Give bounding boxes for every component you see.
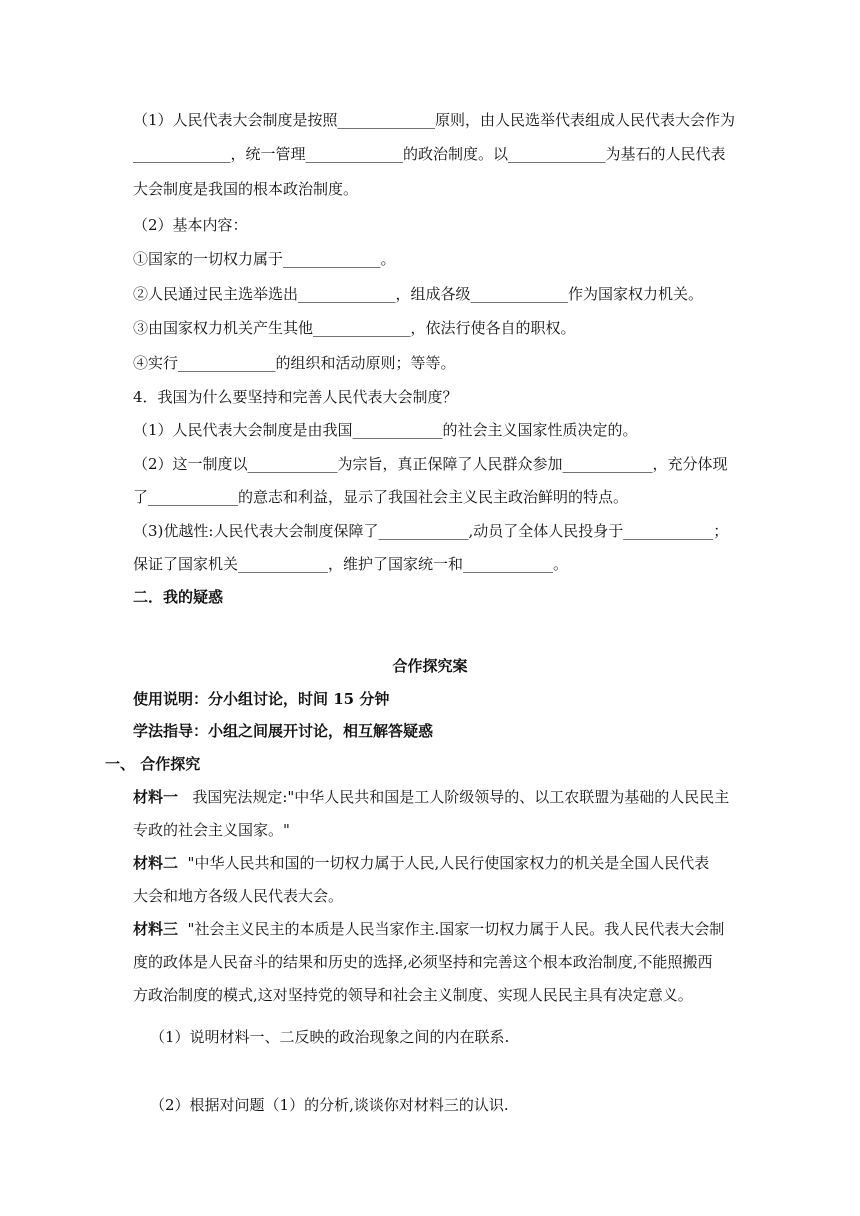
material2-text1: "中华人民共和国的一切权力属于人民,人民行使国家权力的机关是全国人民代表 [178,854,710,872]
usage-instructions: 使用说明：分小组讨论，时间 15 分钟 [133,690,390,708]
q3-1-line3: 大会制度是我国的根本政治制度。 [133,180,359,198]
q4-p1: （1）人民代表大会制度是由我国____________的社会主义国家性质决定的。 [133,421,638,439]
q4-p2-line1: （2）这一制度以____________为宗旨，真正保障了人民群众参加____________，充分体现 [133,455,728,473]
material3-line1 [133,919,743,939]
q3-1-line1: （1）人民代表大会制度是按照_____________原则，由人民选举代表组成人民代表大会作为 [133,111,736,129]
material2-label: 材料二 [133,854,179,872]
q4-p3-line2: 保证了国家机关____________，维护了国家统一和____________。 [133,555,569,573]
material1-label: 材料一 [133,788,179,806]
q4-p2-line2: 了____________的意志和利益，显示了我国社会主义民主政治鲜明的特点。 [133,488,629,506]
material1-line1 [133,787,743,807]
q4-p3-line1: （3)优越性:人民代表大会制度保障了____________,动员了全体人民投身于____________； [133,522,729,540]
material3-text1: "社会主义民主的本质是人民当家作主.国家一切权力属于人民。我人民代表大会制 [178,920,725,938]
part-heading: 一、 合作探究 [105,755,201,773]
material1-line2: 专政的社会主义国家。" [133,821,290,839]
question-2: （2）根据对问题（1）的分析,谈谈你对材料三的认识. [150,1096,509,1114]
q3-2-item2: ②人民通过民主选举选出_____________，组成各级_____________作为国家权力机关。 [133,285,704,303]
material2-line1 [133,853,743,873]
q3-1-line2: _____________，统一管理_____________的政治制度。以_____________为基石的人民代表 [133,145,726,163]
material1-text1: 我国宪法规定:"中华人民共和国是工人阶级领导的、以工农联盟为基础的人民民主 [178,788,730,806]
material2-line2: 大会和地方各级人民代表大会。 [133,887,344,905]
doubts-heading: 二．我的疑惑 [133,588,224,606]
q3-2-heading: （2）基本内容： [133,216,248,234]
q3-2-item4: ④实行_____________的组织和活动原则；等等。 [133,354,456,372]
q3-2-item3: ③由国家权力机关产生其他_____________，依法行使各自的职权。 [133,319,576,337]
q3-2-item1: ①国家的一切权力属于_____________。 [133,250,396,268]
material3-label: 材料三 [133,920,179,938]
method-guidance: 学法指导：小组之间展开讨论，相互解答疑惑 [133,722,434,740]
material3-line2: 度的政体是人民奋斗的结果和历史的选择,必须坚持和完善这个根本政治制度,不能照搬西 [133,953,713,971]
material3-line3: 方政治制度的模式,这对坚持党的领导和社会主义制度、实现人民民主具有决定意义。 [133,986,693,1004]
q4-title: 4．我国为什么要坚持和完善人民代表大会制度？ [133,388,458,406]
question-1: （1）说明材料一、二反映的政治现象之间的内在联系. [150,1028,510,1046]
section-title: 合作探究案 [392,657,468,675]
